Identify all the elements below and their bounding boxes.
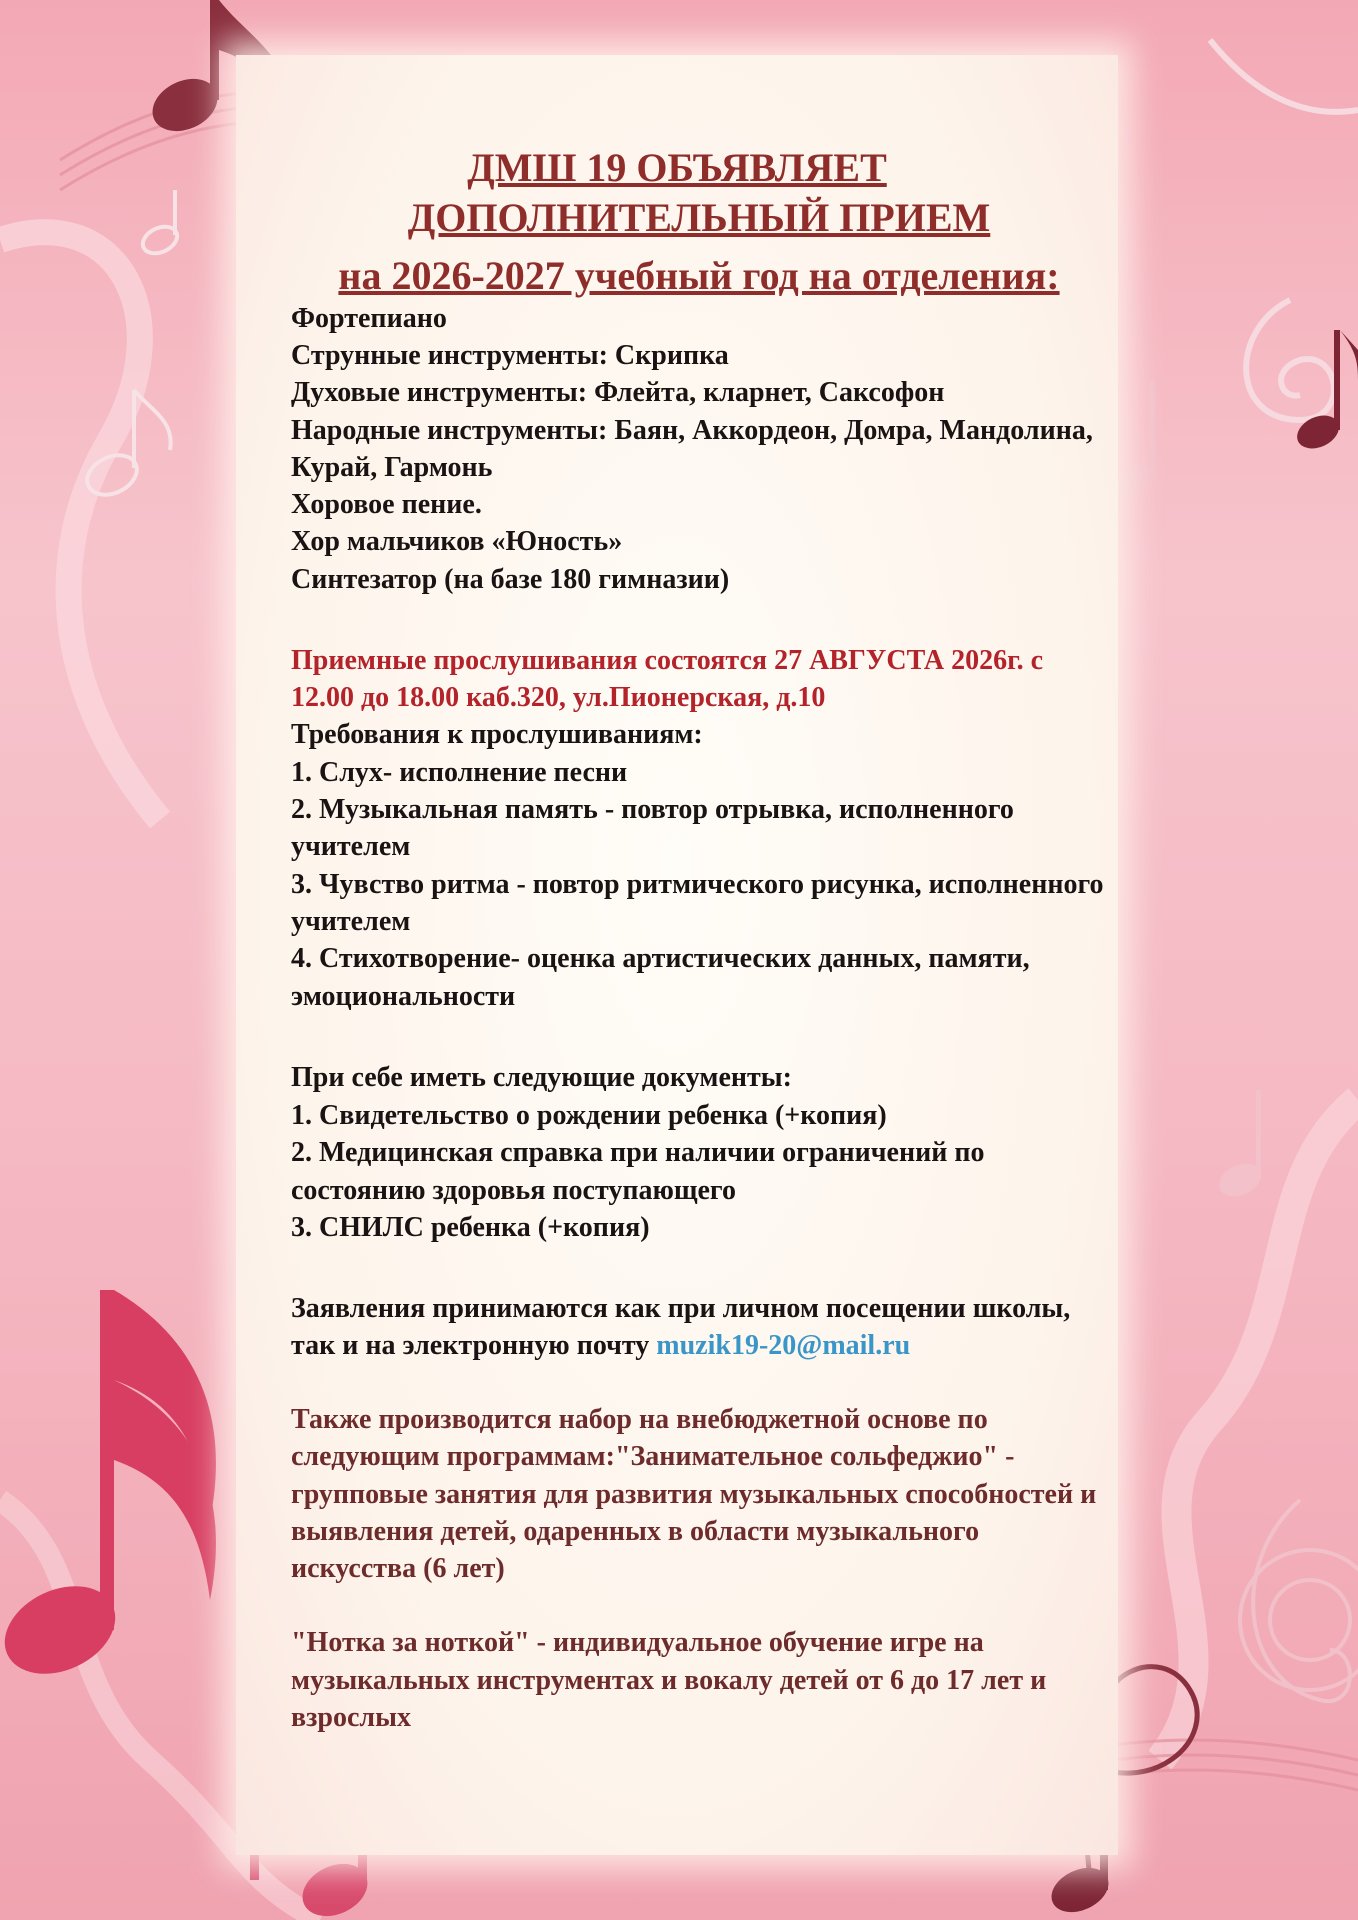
paid-program-text: следующим программам:"Занимательное сольфеджио" - xyxy=(291,1441,1015,1472)
music-note-icon xyxy=(1292,330,1358,455)
requirement-item: 1. Слух- исполнение песни xyxy=(291,757,628,788)
requirements-heading: Требования к прослушиваниям: xyxy=(291,719,703,750)
department-item: Синтезатор (на базе 180 гимназии) xyxy=(291,564,730,595)
paid-program-text: взрослых xyxy=(291,1702,411,1733)
department-item: Народные инструменты: Баян, Аккордеон, Домра, Мандолина, xyxy=(291,415,1093,446)
requirement-item: 3. Чувство ритма - повтор ритмического рисунка, исполненного xyxy=(291,869,1104,900)
applications-text: так и на электронную почту xyxy=(291,1330,657,1361)
paid-program-text: музыкальных инструментах и вокалу детей от 6 до 17 лет и xyxy=(291,1665,1047,1696)
page-title: ДМШ 19 ОБЪЯВЛЯЕТ xyxy=(467,145,887,190)
applications-text: Заявления принимаются как при личном посещении школы, xyxy=(291,1293,1071,1324)
document-item: состоянию здоровья поступающего xyxy=(291,1175,736,1206)
applications-email-line xyxy=(291,1327,1271,1364)
paid-program-text: искусства (6 лет) xyxy=(291,1553,505,1584)
page-subtitle: ДОПОЛНИТЕЛЬНЫЙ ПРИЕМ xyxy=(407,195,991,240)
requirement-item: учителем xyxy=(291,906,411,937)
document-item: 2. Медицинская справка при наличии ограничений по xyxy=(291,1137,985,1168)
department-item: Курай, Гармонь xyxy=(291,452,493,483)
department-item: Хоровое пение. xyxy=(291,489,482,520)
paid-program-text: Также производится набор на внебюджетной основе по xyxy=(291,1404,988,1435)
department-item: Фортепиано xyxy=(291,303,447,334)
department-item: Струнные инструменты: Скрипка xyxy=(291,340,729,371)
document-item: 1. Свидетельство о рождении ребенка (+копия) xyxy=(291,1100,887,1131)
document-item: 3. СНИЛС ребенка (+копия) xyxy=(291,1212,650,1243)
paid-program-text: выявления детей, одаренных в области музыкального xyxy=(291,1516,980,1547)
department-item: Хор мальчиков «Юность» xyxy=(291,526,623,557)
academic-year-heading: на 2026-2027 учебный год на отделения: xyxy=(338,253,1060,298)
requirement-item: эмоциональности xyxy=(291,981,516,1012)
department-item: Духовые инструменты: Флейта, кларнет, Саксофон xyxy=(291,377,945,408)
audition-location: 12.00 до 18.00 каб.320, ул.Пионерская, д.10 xyxy=(291,682,826,713)
email-link[interactable]: muzik19-20@mail.ru xyxy=(656,1330,911,1361)
documents-heading: При себе иметь следующие документы: xyxy=(291,1062,792,1093)
requirement-item: 2. Музыкальная память - повтор отрывка, исполненного xyxy=(291,794,1014,825)
requirement-item: учителем xyxy=(291,831,411,862)
music-note-icon xyxy=(0,1290,216,1691)
paid-program-text: "Нотка за ноткой" - индивидуальное обучение игре на xyxy=(291,1627,984,1658)
audition-date: Приемные прослушивания состоятся 27 АВГУСТА 2026г. с xyxy=(291,645,1044,676)
paid-program-text: групповые занятия для развития музыкальных способностей и xyxy=(291,1479,1097,1510)
requirement-item: 4. Стихотворение- оценка артистических данных, памяти, xyxy=(291,943,1030,974)
